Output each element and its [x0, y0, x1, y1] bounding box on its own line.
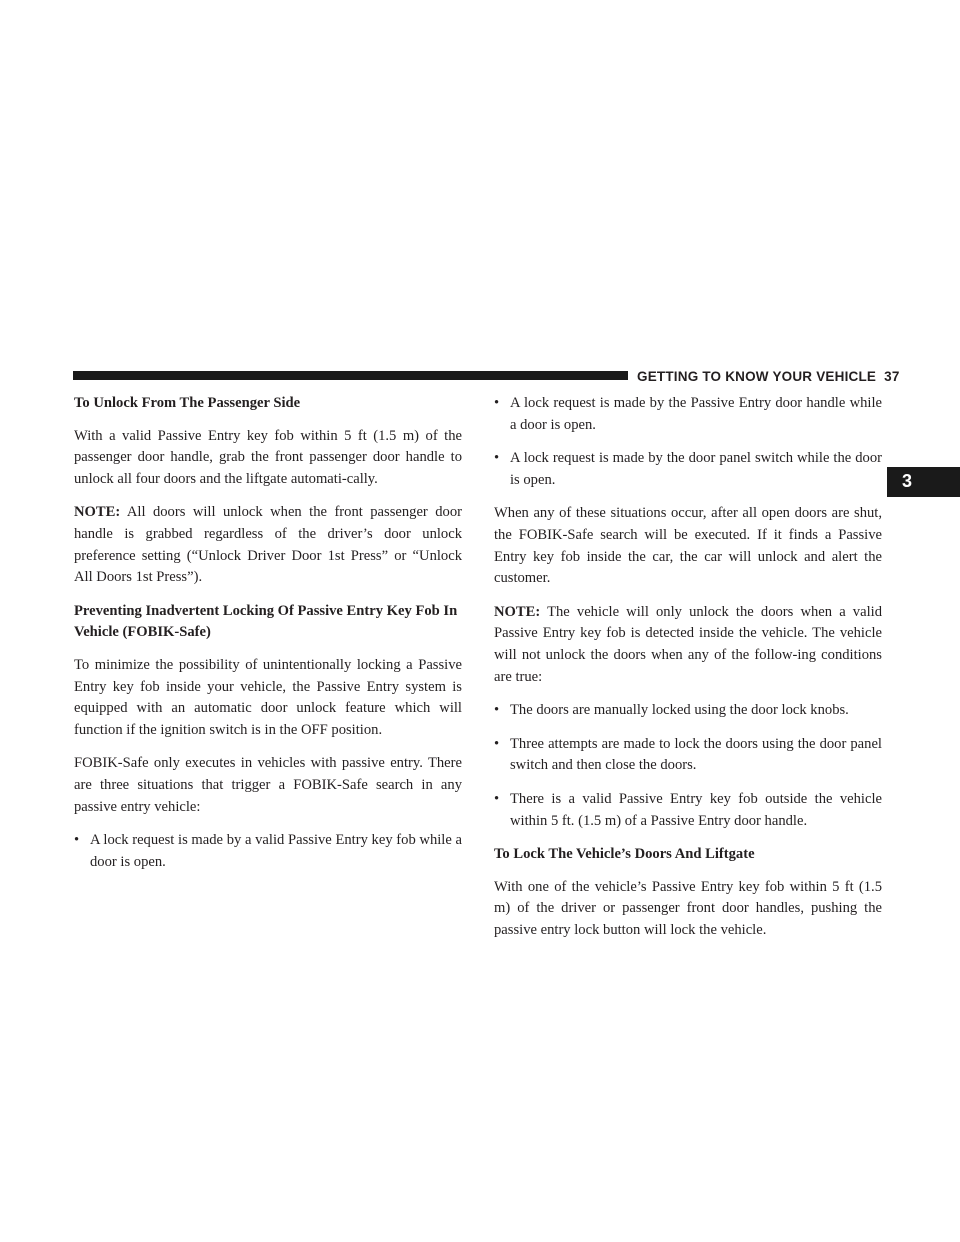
heading-unlock-passenger-side: To Unlock From The Passenger Side [74, 395, 301, 411]
page-number: 37 [884, 369, 900, 384]
list-item [494, 734, 882, 777]
section-title: GETTING TO KNOW YOUR VEHICLE [637, 369, 877, 384]
bullet-icon: • [74, 832, 80, 849]
paragraph: FOBIK-Safe only executes in vehicles with passive entry. There are three situations that trigger a FOBIK-Safe search in any passive entry vehicle: [74, 755, 462, 815]
list-item-text: The doors are manually locked using the door lock knobs. [510, 702, 849, 719]
list-item-text: A lock request is made by the Passive Entry door handle while a door is open. [510, 395, 882, 433]
right-column [494, 393, 882, 953]
paragraph: To minimize the possibility of unintentionally locking a Passive Entry key fob inside your vehicle, the Passive Entry system is equipped with an automatic door unlock feature which will function if the ignition switch is in the OFF position. [74, 656, 462, 738]
note-label: NOTE: [74, 504, 121, 521]
paragraph: With one of the vehicle’s Passive Entry key fob within 5 ft (1.5 m) of the driver or passenger front door handles, pushing the passive entry lock button will lock the vehicle. [494, 878, 882, 938]
bullet-icon: • [494, 702, 500, 719]
list-item [494, 393, 882, 436]
heading-lock-doors-liftgate: To Lock The Vehicle’s Doors And Liftgate [494, 846, 755, 863]
list-item-text: A lock request is made by the door panel switch while the door is open. [510, 450, 882, 488]
paragraph: When any of these situations occur, after all open doors are shut, the FOBIK-Safe search will be executed. If it finds a Passive Entry key fob inside the car, the car will unlock and alert the customer. [494, 505, 882, 587]
paragraph: With a valid Passive Entry key fob within 5 ft (1.5 m) of the passenger door handle, grab the front passenger door handle to unlock all four doors and the liftgate automati-cally. [74, 427, 462, 487]
note-text: All doors will unlock when the front passenger door handle is grabbed regardless of the driver’s door unlock preference setting (“Unlock Driver Door 1st Press” or “Unlock All Doors 1st Press”). [74, 504, 462, 586]
list-item [494, 700, 882, 722]
bullet-icon: • [494, 450, 500, 467]
left-column [74, 393, 462, 885]
chapter-number: 3 [902, 471, 913, 491]
heading-fobik-safe: Preventing Inadvertent Locking Of Passive Entry Key Fob In Vehicle (FOBIK-Safe) [74, 602, 458, 641]
running-header [637, 369, 900, 384]
note-label: NOTE: [494, 603, 541, 620]
note-paragraph [494, 602, 882, 688]
bullet-icon: • [494, 790, 500, 807]
list-item-text: Three attempts are made to lock the doors using the door panel switch and then close the doors. [510, 735, 882, 774]
bullet-icon: • [494, 395, 500, 411]
header-rule [73, 371, 628, 380]
list-item [74, 830, 462, 873]
list-item [494, 789, 882, 832]
list-item-text: There is a valid Passive Entry key fob outside the vehicle within 5 ft. (1.5 m) of a Passive Entry door handle. [510, 790, 882, 829]
bullet-icon: • [494, 735, 500, 752]
chapter-tab [887, 467, 960, 497]
note-text: The vehicle will only unlock the doors when a valid Passive Entry key fob is detected inside the vehicle. The vehicle will not unlock the doors when any of the follow-ing conditions are true: [494, 603, 882, 685]
list-item [494, 448, 882, 491]
list-item-text: A lock request is made by a valid Passive Entry key fob while a door is open. [90, 832, 462, 870]
note-paragraph [74, 502, 462, 588]
